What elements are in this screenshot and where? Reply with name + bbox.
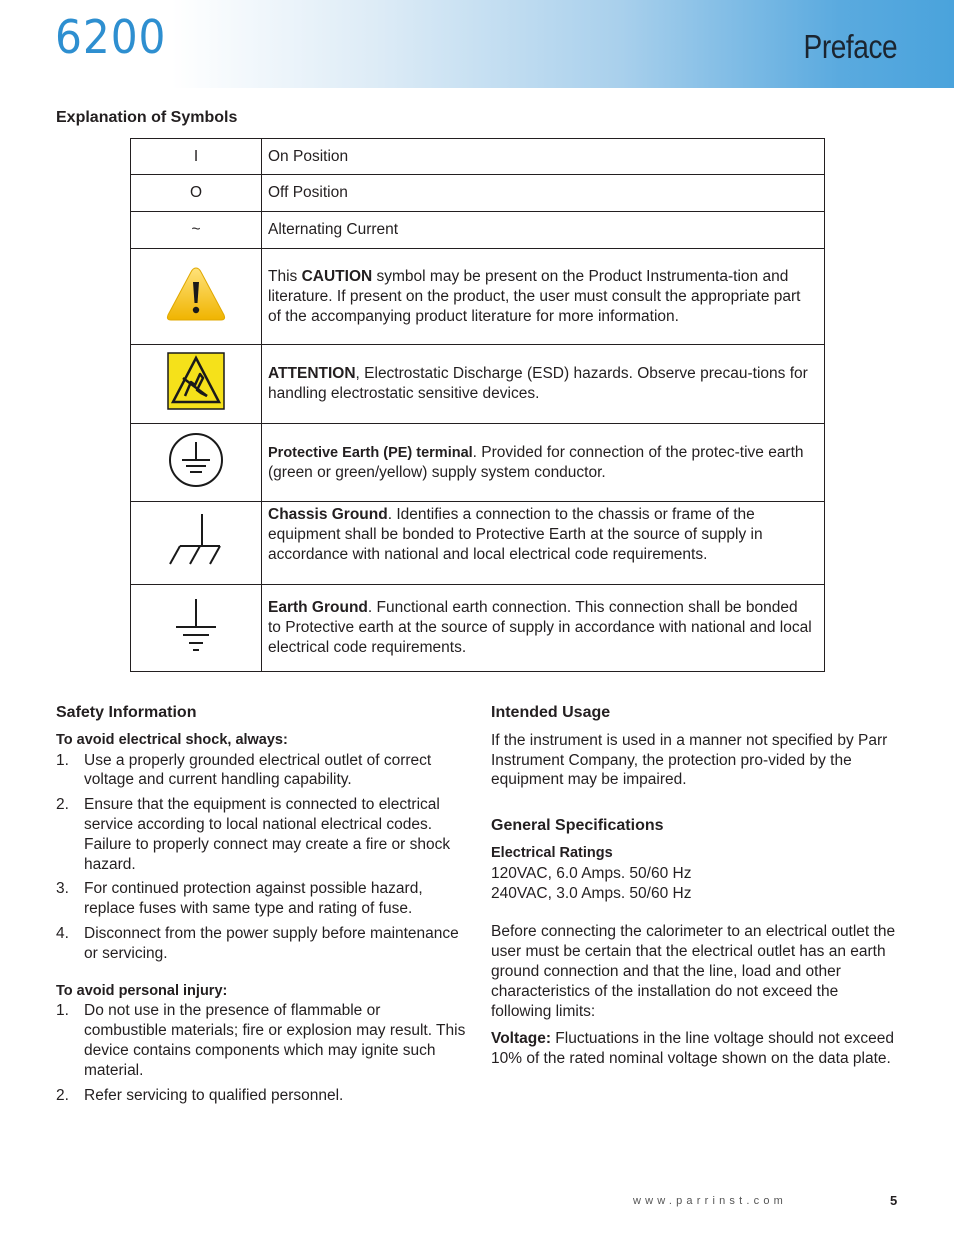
usage-specs-section bbox=[491, 703, 901, 1069]
usage-text: If the instrument is used in a manner not specified by Parr Instrument Company, the protection pro-vided by the equipment may be impaired. bbox=[491, 731, 888, 789]
symbol-cell: O bbox=[131, 175, 262, 212]
symbol-row: Earth Ground. Functional earth connection. This connection shall be bonded to Protective earth at the source of supply in accordance with national and local electrical code requirements. bbox=[131, 585, 825, 672]
ratings-title: Electrical Ratings bbox=[491, 844, 613, 861]
shock-list bbox=[56, 751, 466, 964]
safety-section bbox=[56, 703, 466, 1110]
symbol-row: This CAUTION symbol may be present on the Product Instrumenta-tion and literature. If present on the product, the user must consult the appropriate part of the accompanying product literature for more information. bbox=[131, 249, 825, 345]
symbol-row bbox=[131, 212, 825, 249]
injury-title: To avoid personal injury: bbox=[56, 982, 228, 999]
pe-terminal-label: Protective Earth (PE) terminal bbox=[268, 444, 473, 461]
esd-warning-icon bbox=[167, 352, 225, 410]
symbol-row: Chassis Ground. Identifies a connection to the chassis or frame of the equipment shall be bonded to Protective Earth at the source of supply in accordance with national and local electrical code requirements. bbox=[131, 502, 825, 585]
symbol-description: Alternating Current bbox=[262, 212, 825, 249]
usage-heading: Intended Usage bbox=[491, 704, 611, 721]
earth-ground-label: Earth Ground bbox=[268, 599, 368, 616]
list-item: 1. Use a properly grounded electrical outlet of correct voltage and current handling capability. bbox=[56, 751, 432, 789]
caution-label: CAUTION bbox=[301, 267, 373, 285]
symbols-table bbox=[130, 138, 825, 672]
list-item: 1. Do not use in the presence of flammable or combustible materials; fire or explosion may result. This device contains components which may ignite such material. bbox=[56, 1002, 466, 1079]
symbol-description: Off Position bbox=[262, 175, 825, 212]
chassis-ground-icon bbox=[166, 512, 226, 568]
attention-label: ATTENTION bbox=[268, 365, 356, 382]
model-number: 6200 bbox=[55, 10, 167, 64]
injury-list bbox=[56, 1001, 466, 1105]
list-item: 2. Ensure that the equipment is connected to electrical service according to local national electrical codes. Failure to properly connect may create a fire or shock hazard. bbox=[56, 796, 451, 873]
section-title: Preface bbox=[803, 28, 897, 65]
list-item: 3. For continued protection against possible hazard, replace fuses with same type and rating of fuse. bbox=[56, 880, 423, 918]
symbol-row: ATTENTION, Electrostatic Discharge (ESD) hazards. Observe precau-tions for handling electrostatic sensitive devices. bbox=[131, 345, 825, 424]
footer-url: www.parrinst.com bbox=[633, 1195, 787, 1207]
chassis-ground-label: Chassis Ground bbox=[268, 506, 388, 523]
page-number: 5 bbox=[890, 1193, 898, 1208]
rating-line: 120VAC, 6.0 Amps. 50/60 Hz bbox=[491, 864, 692, 882]
caution-triangle-icon bbox=[165, 265, 227, 323]
earth-ground-icon bbox=[173, 597, 219, 653]
symbol-cell: ~ bbox=[131, 212, 262, 249]
symbol-row: Protective Earth (PE) terminal. Provided for connection of the protec-tive earth (green or green/yellow) supply system conductor. bbox=[131, 424, 825, 502]
symbol-row bbox=[131, 139, 825, 175]
voltage-paragraph: Voltage: Fluctuations in the line voltage should not exceed 10% of the rated nominal voltage shown on the data plate. bbox=[491, 1030, 894, 1068]
list-item: 2. Refer servicing to qualified personnel. bbox=[56, 1086, 344, 1104]
symbols-heading: Explanation of Symbols bbox=[56, 109, 238, 126]
shock-title: To avoid electrical shock, always: bbox=[56, 731, 288, 748]
specs-heading: General Specifications bbox=[491, 817, 664, 835]
safety-heading: Safety Information bbox=[56, 704, 197, 721]
specs-paragraph: Before connecting the calorimeter to an electrical outlet the user must be certain that the electrical outlet has an earth ground connection and that the line, load and other characteristics of the installation do not exceed the following limits: bbox=[491, 923, 896, 1020]
rating-line: 240VAC, 3.0 Amps. 50/60 Hz bbox=[491, 884, 692, 902]
page-header bbox=[0, 0, 954, 88]
list-item: 4. Disconnect from the power supply before maintenance or servicing. bbox=[56, 924, 459, 962]
symbol-description: On Position bbox=[262, 139, 825, 175]
symbol-row bbox=[131, 175, 825, 212]
protective-earth-icon bbox=[168, 432, 224, 488]
symbol-cell: I bbox=[131, 139, 262, 175]
